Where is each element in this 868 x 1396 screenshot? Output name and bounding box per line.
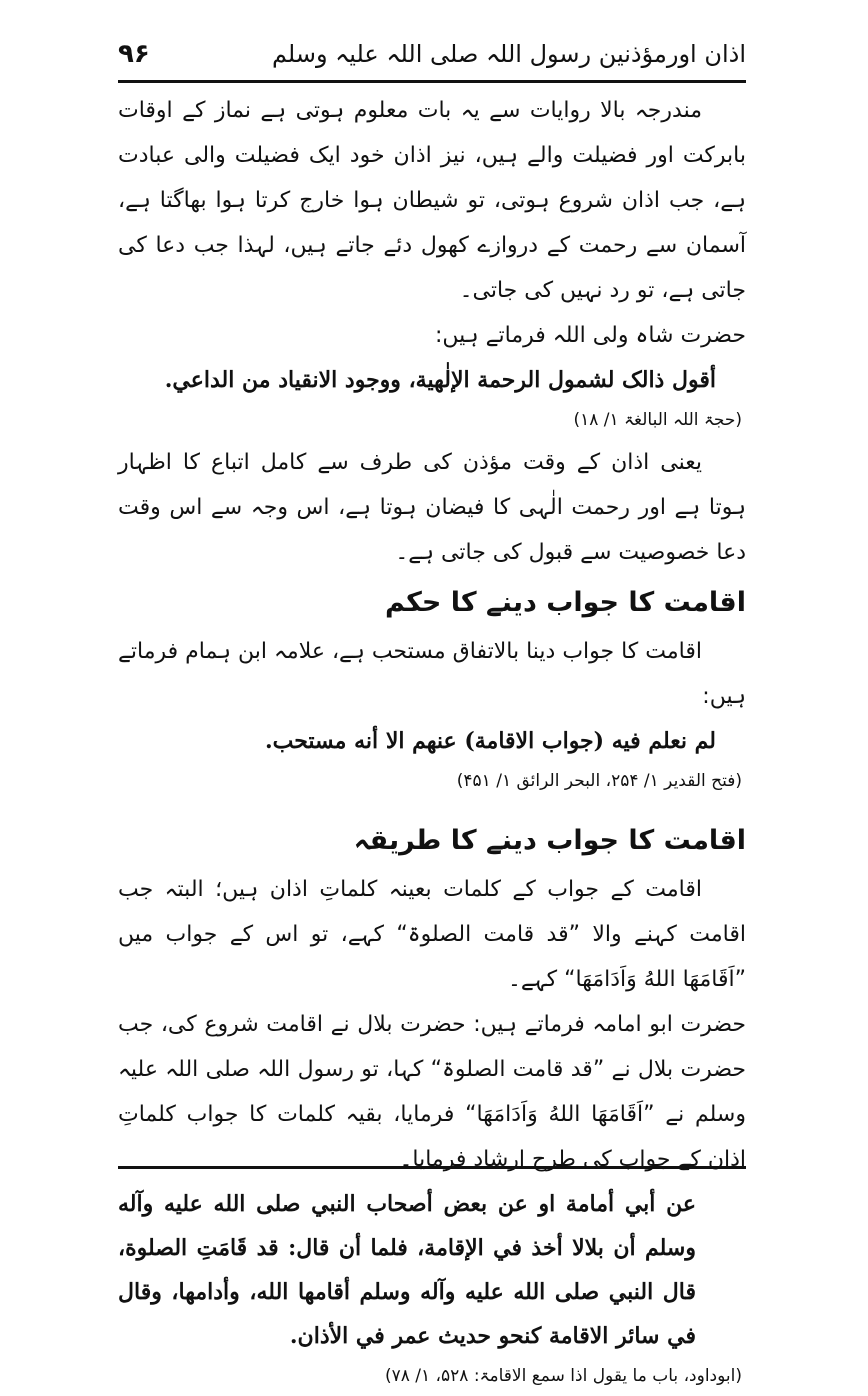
- paragraph-shah-waliullah-intro: حضرت شاہ ولی اللہ فرماتے ہیں:: [434, 323, 746, 348]
- paragraph-iqamat-ruling: اقامت کا جواب دینا بالاتفاق مستحب ہے، علامہ ابن ہمام فرماتے ہیں:: [117, 639, 746, 709]
- running-title: اذان اورمؤذنین رسول اللہ صلی اللہ علیہ وسلم: [271, 40, 746, 68]
- page-body: [118, 88, 746, 1396]
- arabic-quote-hujjatullah: أقول ذالک لشمول الرحمة الإلٰهية، ووجود الانقياد من الداعي.: [164, 367, 716, 393]
- paragraph-iqamat-method: اقامت کے جواب کے کلمات بعینہ کلماتِ اذان ہیں؛ البتہ جب اقامت کہنے والا ”قد قامت الصلوۃ“ کہے، تو اس کے جواب میں ”اَقَامَهَا اللهُ وَاَدَامَهَا“ کہے۔: [118, 877, 746, 992]
- footer-rule: [118, 1166, 746, 1169]
- citation-abu-dawud: (ابوداود، باب ما یقول اذا سمع الاقامۃ: ۵۲۸، ۱/ ۷۸): [384, 1366, 742, 1386]
- header-rule: [118, 80, 746, 83]
- heading-iqamat-method: اقامت کا جواب دینے کا طریقہ: [353, 825, 746, 856]
- arabic-hadith-abu-dawud: عن أبي أمامة او عن بعض أصحاب النبي صلى الله عليه وآله وسلم أن بلالا أخذ في الإقامة، فلما أن قال: قد قَامَتِ الصلوة، قال النبي صلى الله عليه وآله وسلم أقامها الله، وأدامها، وقال في سائر الاقامة كنحو حديث عمر في الأذان.: [118, 1191, 696, 1349]
- page-number: ۹۶: [118, 39, 150, 69]
- heading-iqamat-ruling: اقامت کا جواب دینے کا حکم: [385, 587, 746, 618]
- arabic-quote-ibn-humam: لم نعلم فيه (جواب الاقامة) عنهم الا أنه مستحب.: [264, 728, 716, 754]
- paragraph-virtues-of-azan: مندرجہ بالا روایات سے یہ بات معلوم ہوتی ہے نماز کے اوقات بابرکت اور فضیلت والے ہیں، نیز اذان خود ایک فضیلت والی عبادت ہے، جب اذان شروع ہوتی، تو شیطان ہوا خارج کرتا ہوا بھاگتا ہے، آسمان سے رحمت کے دروازے کھول دئے جاتے ہیں، لہذا جب دعا کی جاتی ہے، تو رد نہیں کی جاتی۔: [118, 98, 746, 303]
- citation-fath-al-qadir: (فتح القدیر ۱/ ۲۵۴، البحر الرائق ۱/ ۴۵۱): [456, 771, 742, 791]
- paragraph-explanation: یعنی اذان کے وقت مؤذن کی طرف سے کامل اتباع کا اظہار ہوتا ہے اور رحمت الٰہی کا فیضان ہوتا ہے، اس وجہ سے اس وقت دعا خصوصیت سے قبول کی جاتی ہے۔: [118, 450, 746, 565]
- paragraph-abu-umamah: حضرت ابو امامہ فرماتے ہیں: حضرت بلال نے اقامت شروع کی، جب حضرت بلال نے ”قد قامت الصلوۃ“ کہا، تو رسول اللہ صلی اللہ علیہ وسلم نے ”اَقَامَهَا اللهُ وَاَدَامَهَا“ فرمایا، بقیہ کلمات کا جواب کلماتِ اذان کے جواب کی طرح ارشاد فرمایا۔: [118, 1012, 746, 1172]
- page-header: [118, 30, 746, 78]
- citation-hujjatullah: (حجۃ اللہ البالغۃ ۱/ ۱۸): [573, 410, 742, 430]
